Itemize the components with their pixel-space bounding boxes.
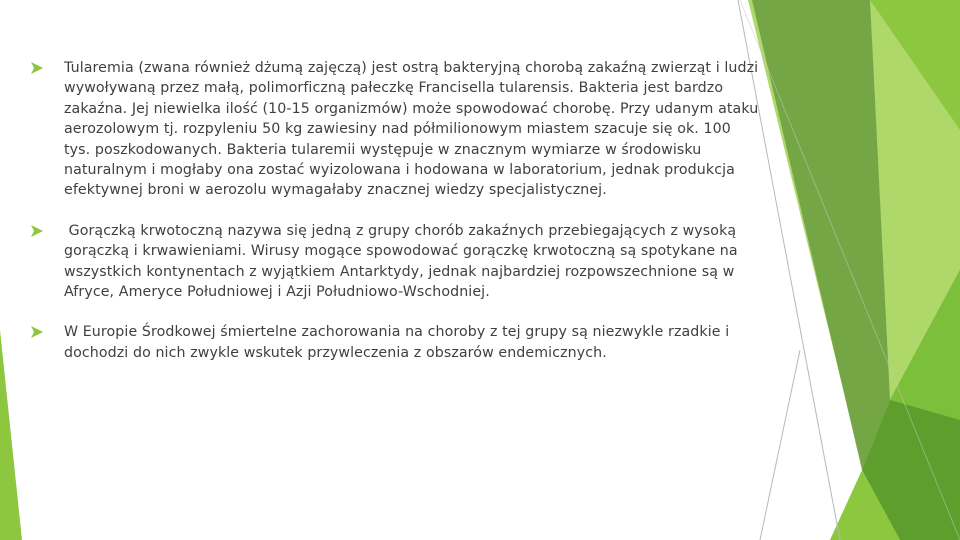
thin-line-2 [760, 350, 800, 540]
bullet-text-3: W Europie Środkowej śmiertelne zachorowania na choroby z tej grupy są niezwykle rzadkie i dochodzi do nich zwykle wskutek przywleczenia z obszarów endemicznych. [64, 324, 730, 361]
bullet-text-1: Tularemia (zwana również dżumą zajęczą) jest ostrą bakteryjną chorobą zakaźną zwierząt i ludzi wywoływaną przez małą, polimorficzną pałeczkę Francisella tularensis. Bakteria jest bardzo zakaźna. Jej niewielka ilość (10-15 organizmów) może spowodować chorobę. Przy udanym ataku aerozolowym tj. rozpyleniu 50 kg zawiesiny nad półmilionowym miastem szacuje się ok. 100 tys. poszkodowanych. Bakteria tularemii występuje w znacznym wymiarze w środowisku naturalnym i mogłaby ona zostać wyizolowana i hodowana w laboratorium, jednak produkcja efektywnej broni w aerozolu wymagałaby znacznej wiedzy specjalistycznej. [64, 60, 759, 199]
bullet-item-1 [30, 58, 760, 201]
arrowhead-bullet-icon [30, 325, 44, 339]
arrowhead-bullet-icon [30, 224, 44, 238]
arrowhead-bullet-icon [30, 61, 44, 75]
bullet-item-2 [30, 221, 760, 303]
bullet-list [30, 58, 760, 383]
bullet-text-2: Gorączką krwotoczną nazywa się jedną z grupy chorób zakaźnych przebiegających z wysoką gorączką i krwawieniami. Wirusy mogące spowodować gorączkę krwotoczną są spotykane na wszystkich kontynentach z wyjątkiem Antarktydy, jednak najbardziej rozpowszechnione są w Afryce, Ameryce Południowej i Azji Południowo-Wschodniej. [64, 222, 743, 301]
right-facet-mid [752, 0, 890, 470]
bullet-item-3 [30, 322, 760, 363]
